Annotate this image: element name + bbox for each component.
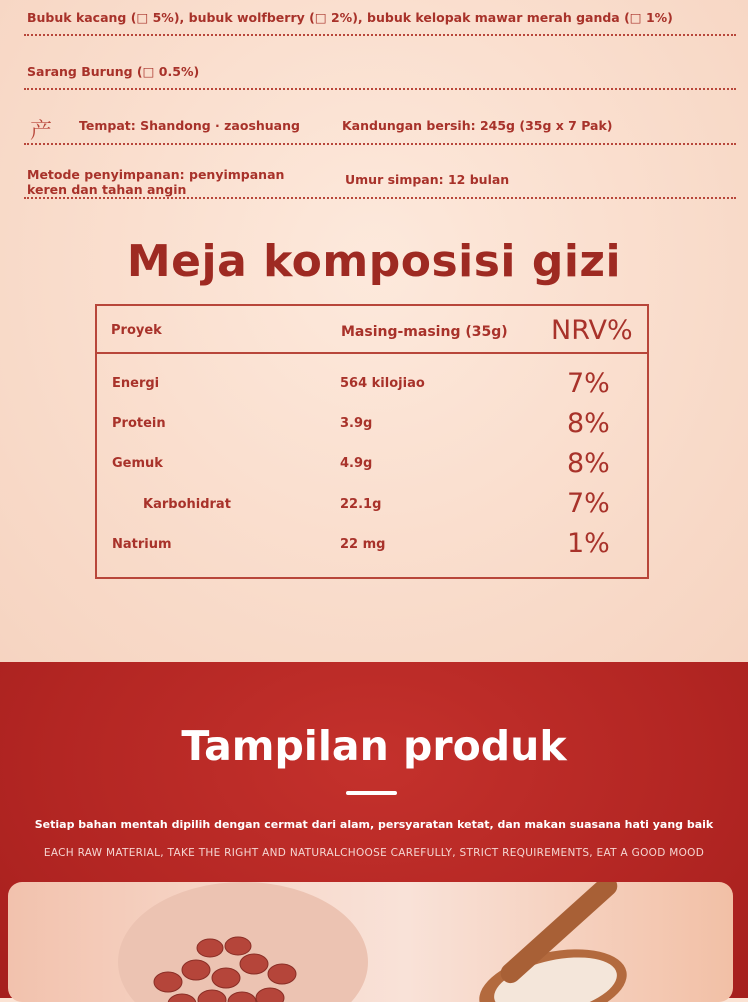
- net-content-text: Kandungan bersih: 245g (35g x 7 Pak): [342, 118, 613, 133]
- storage-text-2: keren dan tahan angin: [27, 182, 187, 197]
- storage-text-1: Metode penyimpanan: penyimpanan: [27, 167, 285, 182]
- product-image: [8, 882, 733, 1002]
- divider: [24, 143, 736, 145]
- origin-icon: 产: [30, 119, 53, 144]
- header-divider: [97, 352, 647, 354]
- divider: [24, 197, 736, 199]
- row-name: Natrium: [112, 537, 172, 552]
- row-value: 22 mg: [340, 537, 386, 552]
- product-subtitle-en: EACH RAW MATERIAL, TAKE THE RIGHT AND NATURALCHOOSE CAREFULLY, STRICT REQUIREMENTS, EAT A GOOD MOOD: [43, 847, 705, 859]
- nutrition-title: Meja komposisi gizi: [126, 236, 622, 287]
- header-nrv: NRV%: [551, 315, 633, 346]
- product-subtitle: Setiap bahan mentah dipilih dengan cermat dari alam, persyaratan ketat, dan makan suasana hati yang baik: [34, 818, 714, 831]
- nutrition-table: [95, 304, 649, 579]
- peanuts-image: [138, 912, 338, 1002]
- row-value: 564 kilojiao: [340, 376, 425, 391]
- row-name: Gemuk: [112, 456, 163, 471]
- ingredients-text: Bubuk kacang (□ 5%), bubuk wolfberry (□ 2%), bubuk kelopak mawar merah ganda (□ 1%): [27, 10, 673, 25]
- row-value: 22.1g: [340, 497, 382, 512]
- row-nrv: 7%: [567, 488, 610, 519]
- row-nrv: 1%: [567, 528, 610, 559]
- row-nrv: 8%: [567, 408, 610, 439]
- row-name: Energi: [112, 376, 160, 391]
- row-nrv: 7%: [567, 368, 610, 399]
- row-value: 4.9g: [340, 456, 373, 471]
- row-name: Protein: [112, 416, 166, 431]
- row-nrv: 8%: [567, 448, 610, 479]
- origin-text: Tempat: Shandong · zaoshuang: [79, 118, 300, 133]
- product-title: Tampilan produk: [181, 722, 567, 770]
- shelf-life-text: Umur simpan: 12 bulan: [345, 172, 510, 187]
- divider: [24, 34, 736, 36]
- header-item: Proyek: [111, 323, 162, 338]
- title-underline: [346, 791, 397, 795]
- row-name: Karbohidrat: [143, 497, 231, 512]
- birdnest-text: Sarang Burung (□ 0.5%): [27, 64, 200, 79]
- header-per: Masing-masing (35g): [341, 324, 508, 340]
- row-value: 3.9g: [340, 416, 373, 431]
- divider: [24, 88, 736, 90]
